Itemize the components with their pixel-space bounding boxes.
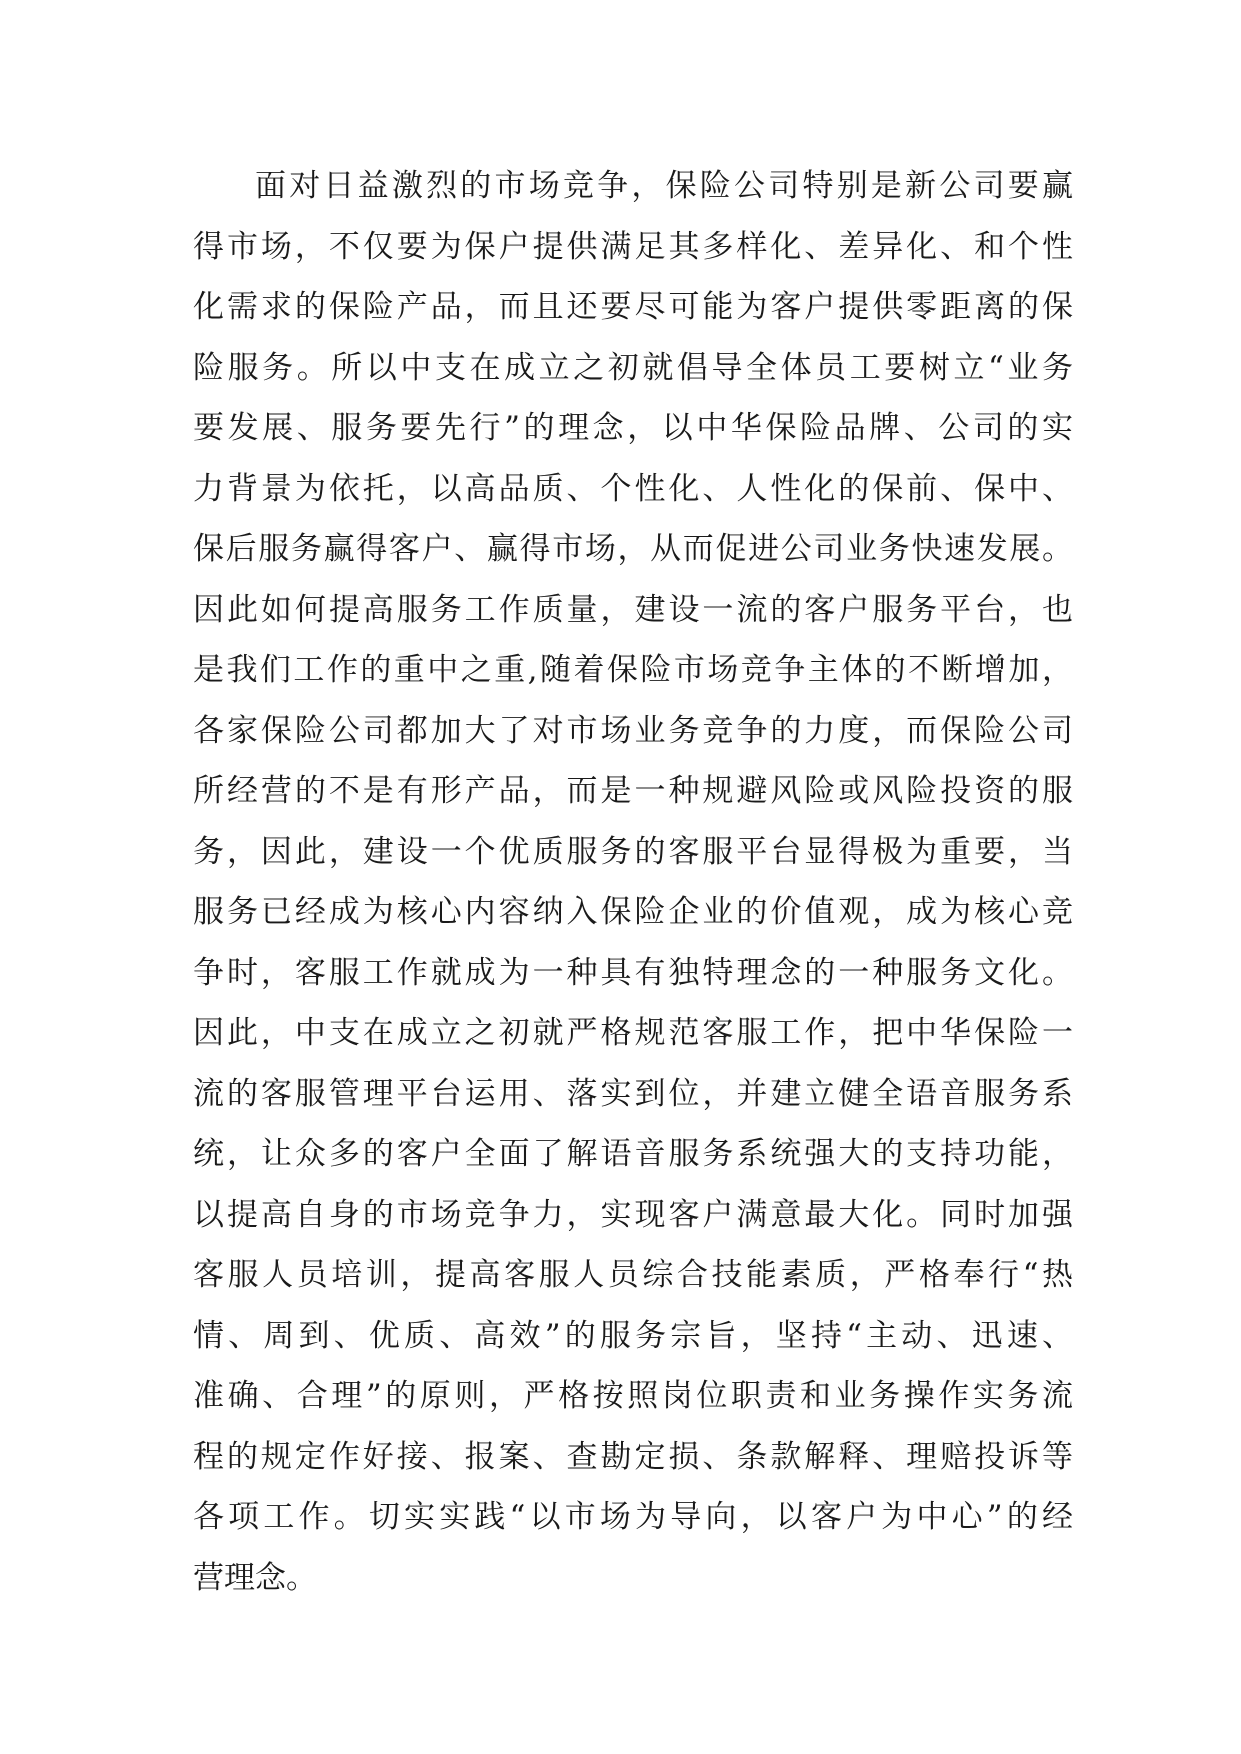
- paragraph-line: 统，让众多的客户全面了解语音服务系统强大的支持功能，: [193, 1136, 1073, 1172]
- paragraph-line: 准确、合理”的原则，严格按照岗位职责和业务操作实务流: [193, 1378, 1073, 1414]
- paragraph-line: 争时，客服工作就成为一种具有独特理念的一种服务文化。: [193, 954, 1073, 991]
- paragraph-line: 流的客服管理平台运用、落实到位，并建立健全语音服务系: [193, 1075, 1073, 1112]
- paragraph-line: 面对日益激烈的市场竞争，保险公司特别是新公司要赢: [255, 168, 1073, 204]
- paragraph-line: 以提高自身的市场竞争力，实现客户满意最大化。同时加强: [193, 1196, 1073, 1233]
- paragraph-line: 所经营的不是有形产品，而是一种规避风险或风险投资的服: [193, 773, 1073, 809]
- paragraph-line: 力背景为依托，以高品质、个性化、人性化的保前、保中、: [193, 470, 1073, 507]
- paragraph-line: 因此如何提高服务工作质量，建设一流的客户服务平台，也: [193, 591, 1073, 628]
- paragraph-line: 务，因此，建设一个优质服务的客服平台显得极为重要，当: [193, 833, 1073, 870]
- paragraph-line: 要发展、服务要先行”的理念，以中华保险品牌、公司的实: [193, 410, 1073, 446]
- paragraph-line: 程的规定作好接、报案、查勘定损、条款解释、理赔投诉等: [193, 1438, 1073, 1475]
- paragraph-line: 营理念。: [193, 1559, 317, 1596]
- paragraph-line: 保后服务赢得客户、赢得市场，从而促进公司业务快速发展。: [193, 531, 1073, 567]
- body-paragraph: [193, 156, 1073, 1608]
- paragraph-line: 各项工作。切实实践“以市场为导向，以客户为中心”的经: [193, 1499, 1073, 1535]
- paragraph-line: 客服人员培训，提高客服人员综合技能素质，严格奉行“热: [193, 1257, 1073, 1293]
- paragraph-line: 是我们工作的重中之重,随着保险市场竞争主体的不断增加，: [193, 652, 1073, 688]
- paragraph-line: 得市场，不仅要为保户提供满足其多样化、差异化、和个性: [193, 228, 1073, 265]
- paragraph-line: 情、周到、优质、高效”的服务宗旨，坚持“主动、迅速、: [193, 1317, 1073, 1354]
- paragraph-line: 化需求的保险产品，而且还要尽可能为客户提供零距离的保: [193, 289, 1073, 325]
- paragraph-line: 因此，中支在成立之初就严格规范客服工作，把中华保险一: [193, 1015, 1073, 1051]
- paragraph-line: 服务已经成为核心内容纳入保险企业的价值观，成为核心竞: [193, 894, 1073, 930]
- paragraph-line: 各家保险公司都加大了对市场业务竞争的力度，而保险公司: [193, 712, 1073, 749]
- paragraph-line: 险服务。所以中支在成立之初就倡导全体员工要树立“业务: [193, 349, 1073, 386]
